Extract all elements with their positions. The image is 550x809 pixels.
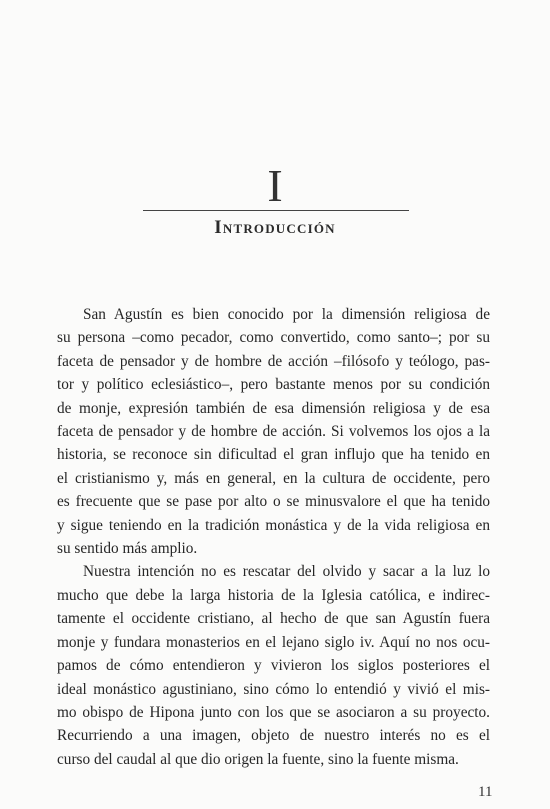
- page-number: 11: [478, 784, 493, 800]
- body-text: [57, 303, 490, 771]
- text-line: historia, se reconoce sin dificultad el gran influjo que ha tenido en: [57, 446, 490, 464]
- text-line: Nuestra intención no es rescatar del olvido y sacar a la luz lo: [83, 563, 490, 581]
- text-line: es frecuente que se pase por alto o se minusvalore el que ha tenido: [57, 493, 490, 511]
- text-line: San Agustín es bien conocido por la dimensión religiosa de: [83, 306, 490, 323]
- text-line: y sigue teniendo en la tradición monástica y de la vida religiosa en: [57, 516, 490, 534]
- chapter-title: Introducción: [214, 217, 336, 238]
- chapter-number: I: [267, 160, 283, 211]
- text-line: faceta de pensador y de hombre de acción. Si volvemos los ojos a la: [57, 423, 490, 441]
- text-line: su persona –como pecador, como convertido, como santo–; por su: [57, 329, 490, 347]
- text-line: su sentido más amplio.: [57, 540, 198, 558]
- text-line: Recurriendo a una imagen, objeto de nuestro interés no es el: [57, 727, 490, 745]
- text-line: de monje, expresión también de esa dimensión religiosa y de esa: [57, 399, 490, 417]
- text-line: tamente el occidente cristiano, al hecho de que san Agustín fuera: [57, 610, 490, 628]
- text-line: faceta de pensador y de hombre de acción –filósofo y teólogo, pas-: [57, 352, 490, 370]
- paragraph-1: [57, 303, 490, 560]
- text-line: el cristianismo y, más en general, en la cultura de occidente, pero: [57, 469, 490, 487]
- text-line: monje y fundara monasterios en el lejano siglo iv. Aquí no nos ocu-: [57, 633, 490, 651]
- text-line: curso del caudal al que dio origen la fuente, sino la fuente misma.: [57, 750, 459, 768]
- text-line: pamos de cómo entendieron y vivieron los siglos posteriores el: [57, 657, 490, 675]
- chapter-rule: [143, 210, 409, 211]
- text-line: tor y político eclesiástico–, pero bastante menos por su condición: [57, 376, 490, 394]
- text-line: mo obispo de Hipona junto con los que se asociaron a su proyecto.: [57, 703, 490, 721]
- paragraph-2: [57, 560, 490, 771]
- text-line: mucho que debe la larga historia de la Iglesia católica, e indirec-: [57, 586, 490, 604]
- text-line: ideal monástico agustiniano, sino cómo lo entendió y vivió el mis-: [57, 680, 490, 698]
